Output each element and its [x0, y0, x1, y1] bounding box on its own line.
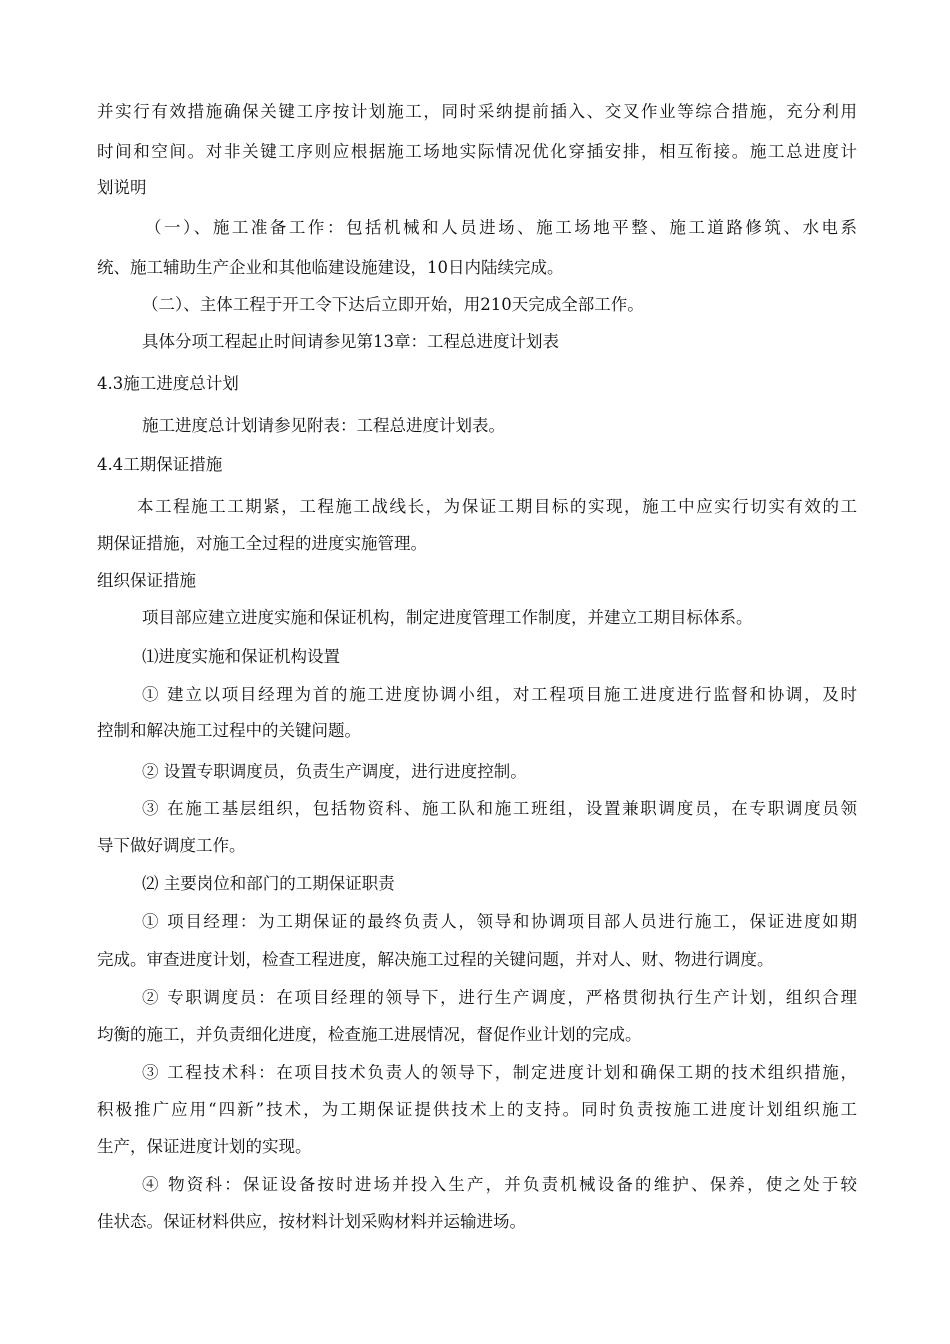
paragraph-line: 具体分项工程起止时间请参见第13章：工程总进度计划表: [142, 332, 559, 351]
paragraph-line: 并实行有效措施确保关键工序按计划施工，同时采纳提前插入、交叉作业等综合措施，充分利用: [97, 102, 857, 121]
subheading: 组织保证措施: [97, 571, 196, 590]
list-heading: ⑴进度实施和保证机构设置: [142, 647, 340, 666]
list-item: ① 建立以项目经理为首的施工进度协调小组，对工程项目施工进度进行监督和协调，及时: [142, 685, 857, 704]
paragraph-line: 施工进度总计划请参见附表：工程总进度计划表。: [142, 416, 505, 435]
list-item: ③ 工程技术科：在项目技术负责人的领导下，制定进度计划和确保工期的技术组织措施，: [142, 1063, 857, 1082]
list-item: ② 设置专职调度员，负责生产调度，进行进度控制。: [142, 762, 527, 781]
paragraph-line: 控制和解决施工过程中的关键问题。: [97, 721, 361, 740]
section-heading-4-3: 4.3施工进度总计划: [97, 374, 239, 393]
paragraph-line: 生产，保证进度计划的实现。: [97, 1137, 312, 1156]
paragraph-line: （一）、施工准备工作：包括机械和人员进场、施工场地平整、施工道路修筑、水电系: [145, 218, 857, 237]
paragraph-line: 时间和空间。对非关键工序则应根据施工场地实际情况优化穿插安排，相互衔接。施工总进度计: [97, 142, 857, 161]
list-heading: ⑵ 主要岗位和部门的工期保证职责: [142, 874, 395, 893]
paragraph-line: 导下做好调度工作。: [97, 836, 246, 855]
list-item: ③ 在施工基层组织，包括物资科、施工队和施工班组，设置兼职调度员，在专职调度员领: [142, 799, 857, 818]
paragraph-line: （二）、主体工程于开工令下达后立即开始，用210天完成全部工作。: [142, 295, 644, 314]
list-item: ② 专职调度员：在项目经理的领导下，进行生产调度，严格贯彻执行生产计划，组织合理: [142, 988, 857, 1007]
list-item: ④ 物资科：保证设备按时进场并投入生产，并负责机械设备的维护、保养，使之处于较: [142, 1175, 857, 1194]
paragraph-line: 统、施工辅助生产企业和其他临建设施建设，10日内陆续完成。: [97, 258, 564, 277]
list-item: ① 项目经理：为工期保证的最终负责人，领导和协调项目部人员进行施工，保证进度如期: [142, 912, 857, 931]
paragraph-line: 项目部应建立进度实施和保证机构，制定进度管理工作制度，并建立工期目标体系。: [142, 608, 753, 627]
paragraph-line: 完成。审查进度计划，检查工程进度，解决施工过程的关键问题，并对人、财、物进行调度。: [97, 950, 774, 969]
paragraph-line: 积极推广应用“四新”技术，为工期保证提供技术上的支持。同时负责按施工进度计划组织施工: [97, 1100, 857, 1119]
paragraph-line: 佳状态。保证材料供应，按材料计划采购材料并运输进场。: [97, 1212, 526, 1231]
paragraph-line: 划说明: [97, 178, 147, 197]
paragraph-line: 期保证措施，对施工全过程的进度实施管理。: [97, 534, 427, 553]
paragraph-line: 本工程施工工期紧，工程施工战线长，为保证工期目标的实现，施工中应实行切实有效的工: [137, 497, 857, 516]
section-heading-4-4: 4.4工期保证措施: [97, 455, 223, 474]
paragraph-line: 均衡的施工，并负责细化进度，检查施工进展情况，督促作业计划的完成。: [97, 1025, 642, 1044]
